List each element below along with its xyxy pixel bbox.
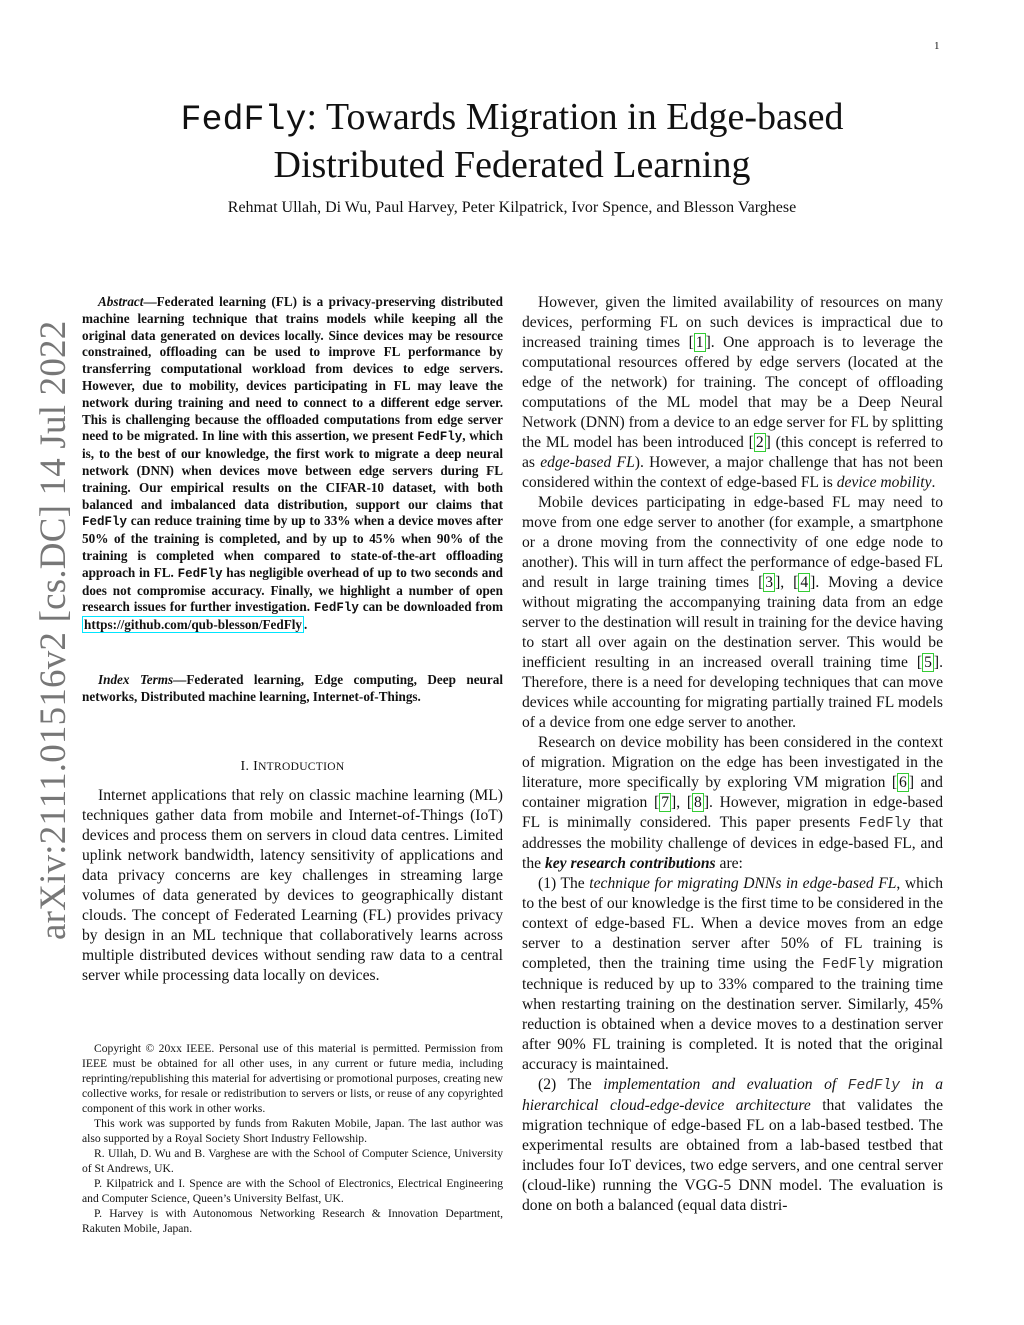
system-name: FedFly bbox=[858, 816, 912, 832]
body-paragraph: Research on device mobility has been considered in the context of migration. Migration on the edge has been investigated in the literature, more specifically by exploring VM migration [ 6 ] and container migration [ 7 ], [ 8 ]. However, migration in edge-based FL is minimally considered. This paper presents FedFly that addresses the mobility challenge of devices in edge-based FL, and the key research contributions are: bbox=[522, 734, 944, 872]
system-name: FedFly bbox=[847, 1078, 900, 1094]
affiliation-note: P. Kilpatrick and I. Spence are with the School of Electronics, Electrical Engineering and Computer Science, Queen’s University Belfast, UK. bbox=[82, 1177, 503, 1205]
system-name: FedFly bbox=[822, 957, 875, 973]
page-number: 1 bbox=[934, 40, 940, 52]
citation-link[interactable]: 7 bbox=[661, 794, 670, 811]
arxiv-identifier: arXiv:2111.01516v2 [cs.DC] 14 Jul 2022 bbox=[33, 320, 74, 940]
index-terms bbox=[82, 672, 503, 706]
citation-link[interactable]: 1 bbox=[695, 334, 704, 351]
copyright-notice: Copyright © 20xx IEEE. Personal use of this material is permitted. Permission from IEEE must be obtained for all other uses, in any current or future media, including reprinting/republishing this material for advertising or promotional purposes, creating new collective works, for resale or redistribution to servers or lists, or reuse of any copyrighted component of this work in other works. bbox=[82, 1042, 503, 1115]
citation-link[interactable]: 8 bbox=[694, 794, 702, 811]
abstract bbox=[82, 294, 503, 634]
author-list: Rehmat Ullah, Di Wu, Paul Harvey, Peter Kilpatrick, Ivor Spence, and Blesson Varghese bbox=[227, 199, 797, 216]
affiliation-note: P. Harvey is with Autonomous Networking Research & Innovation Department, Rakuten Mobile, Japan. bbox=[82, 1207, 503, 1235]
title-system-name: FedFly bbox=[180, 100, 307, 140]
funding-note: This work was supported by funds from Rakuten Mobile, Japan. The last author was also supported by a Royal Society Short Industry Fellowship. bbox=[82, 1117, 503, 1145]
citation-link[interactable]: 3 bbox=[765, 574, 774, 591]
paper-title bbox=[60, 95, 964, 188]
index-terms-text: —Federated learning, Edge computing, Deep neural networks, Distributed machine learning, Internet-of-Things. bbox=[82, 672, 503, 704]
title-line2: Distributed Federated Learning bbox=[273, 144, 751, 186]
footnotes bbox=[82, 1041, 503, 1236]
abstract-label: Abstract bbox=[98, 294, 144, 309]
citation-link[interactable]: 5 bbox=[924, 654, 932, 671]
citation-link[interactable]: 6 bbox=[899, 774, 907, 791]
citation-link[interactable]: 4 bbox=[800, 574, 809, 591]
github-link[interactable]: https://github.com/qub-blesson/FedFly bbox=[84, 617, 303, 633]
title-line1: : Towards Migration in Edge-based bbox=[306, 96, 844, 138]
citation-link[interactable]: 2 bbox=[755, 434, 764, 451]
affiliation-note: R. Ullah, D. Wu and B. Varghese are with the School of Computer Science, University of St Andrews, UK. bbox=[82, 1147, 503, 1175]
arxiv-sidebar-stamp bbox=[28, 320, 74, 940]
intro-paragraph: Internet applications that rely on classic machine learning (ML) techniques gather data from mobile and Internet-of-Things (IoT) devices and process them on servers in cloud data centres. Limited uplink network bandwidth, latency sensitivity of applications and data privacy concerns are key challenges in streaming large volumes of data generated by devices to geographically distant clouds. The concept of Federated Learning (FL) provides privacy by design in an ML technique that collaboratively learns across multiple distributed devices without sending raw data to a central server while processing data locally on devices. bbox=[82, 787, 503, 984]
section-heading-introduction: I. INTRODUCTION bbox=[240, 759, 345, 774]
introduction-body bbox=[82, 786, 503, 986]
right-column bbox=[522, 293, 943, 1216]
body-paragraph: However, given the limited availability of resources on many devices, performing FL on such devices is impractical due to increased training times [ 1 ]. One approach is to leverage the computational resources offered by edge servers (located at the edge of the network) for training. The concept of offloading computations of the ML model that may be a Deep Neural Network (DNN) from a device to an edge server for FL by splitting the ML model has been introduced [ 2 ] (this concept is referred to as edge-based FL). However, a major challenge that has not been considered within the context of edge-based FL is device mobility. bbox=[522, 294, 943, 491]
system-name: FedFly bbox=[417, 430, 463, 445]
contribution-2: (2) The implementation and evaluation of FedFly in a hierarchical cloud-edge-device architecture that validates the migration technique of edge-based FL on a lab-based testbed. The experimental results are obtained from a lab-based testbed that includes four IoT devices, two edge servers, and one central server (cloud-like) running the VGG-5 DNN model. The evaluation is done on both a balanced (equal data distri- bbox=[522, 1076, 943, 1214]
abstract-paragraph: Abstract—Federated learning (FL) is a privacy-preserving distributed machine learning technique that trains models while keeping all the original data generated on devices locally. Since devices may be resource constrained, offloading can be used to improve FL performance by transferring computational workload from devices to edge servers. However, due to mobility, devices participating in FL may leave the network during training and need to connect to a different edge server. This is challenging because the offloaded computations from edge server need to be migrated. In line with this assertion, we present FedFly, which is, to the best of our knowledge, the first work to migrate a deep neural network (DNN) when devices move between edge servers during FL training. Our empirical results on the CIFAR-10 dataset, with both balanced and imbalanced data distribution, support our claims that FedFly can reduce training time by up to 33% when a device moves after 50% of the training is completed, and by up to 45% when 90% of the training is completed when compared to state-of-the-art offloading approach in FL. FedFly has negligible overhead of up to two seconds and does not compromise accuracy. Finally, we highlight a number of open research issues for further investigation. FedFly can be downloaded from https://github.com/qub-blesson/FedFly . bbox=[82, 294, 503, 633]
contribution-1: (1) The technique for migrating DNNs in edge-based FL, which to the best of our knowledge is the first time to be considered in the context of edge-based FL. When a device moves from an edge server to a destination server after 50% of FL training is completed, then the training time using the FedFly migration technique is reduced by up to 33% compared to the training time when restarting training on the destination server. Similarly, 45% reduction is obtained when a device moves to a destination server after 90% FL training is completed. It is noted that the original accuracy is maintained. bbox=[522, 875, 944, 1073]
body-paragraph: Mobile devices participating in edge-based FL may need to move from one edge server to another (for example, a smartphone or a drone moving from the connectivity of one edge node to another). This will in turn affect the performance of edge-based FL and result in large training times [ 3 ], [ 4 ]. Moving a device without migrating the accompanying training data from an edge server to the destination will result in training for the device having to start all over again on the destination server. This would be inefficient resulting in an increased overall training time [ 5 ]. Therefore, there is a need for developing techniques that can move devices while accounting for migrating partially trained FL models of a device from one edge server to another. bbox=[522, 494, 944, 731]
system-name: FedFly bbox=[177, 566, 223, 581]
system-name: FedFly bbox=[313, 601, 359, 616]
index-terms-label: Index Terms bbox=[98, 672, 174, 687]
system-name: FedFly bbox=[82, 515, 128, 530]
